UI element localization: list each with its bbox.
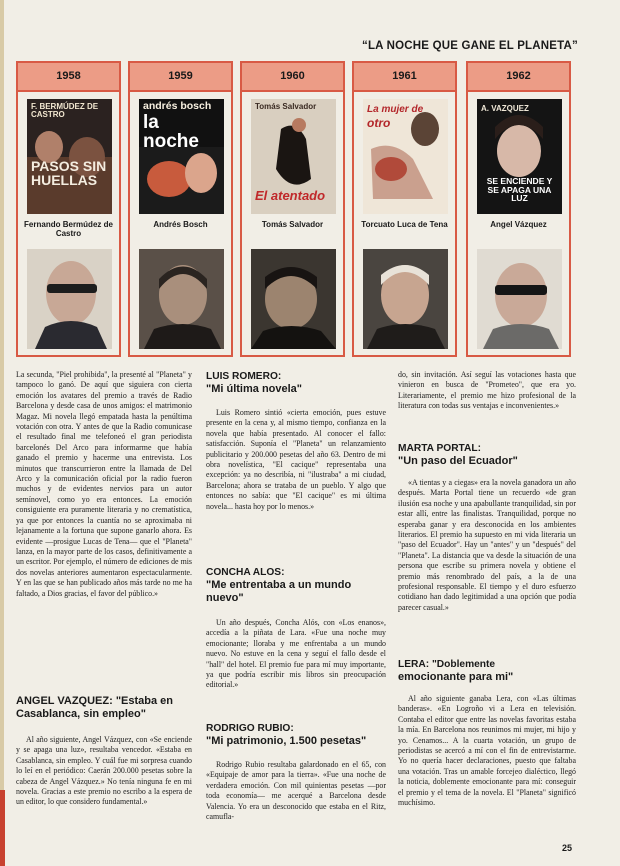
- section-heading: [206, 370, 386, 396]
- book-cover: [477, 99, 562, 214]
- section-subtitle: emocionante para mi": [398, 671, 514, 683]
- author-name: Fernando Bermúdez de Castro: [24, 220, 113, 239]
- cover-title: El atentado: [255, 188, 326, 203]
- body-paragraph: Un año después, Concha Alós, con «Los enanos», accedía a la piñata de Lara. «Fue una noche muy emocionante; lloraba y me enfrentaba a un mundo nuevo. No estuve en la cena y seguí el fallo desde el "hall" del hotel. El premio fue para mí muy importante, ya que podría escribir mis libros sin preocupación editorial.»: [206, 618, 386, 690]
- body-paragraph: Al año siguiente ganaba Lera, con «Las últimas banderas». «En Logroño vi a Lera en televisión. Contaba el editor que entre las novelas favoritas estaba la mía. En Barcelona nos reunimos mi mujer, mi hijo y yo. Cenamos... A la cuarta votación, un grupo de periodistas se acercó a mí con el fin de entrevistarme. Yo no quería hacer declaraciones, puesto que faltaba una votación. Tras un amable forcejeo dialéctico, llegó la noticia, doblemente emocionante para mí: conseguir el premio y el tema de la novela. El "Planeta" significó muchísimo.: [398, 694, 576, 808]
- year-column-1958: [16, 61, 121, 357]
- section-subtitle: "Mi patrimonio, 1.500 pesetas": [206, 735, 367, 747]
- section-subtitle: "Mi última novela": [206, 383, 303, 395]
- section-subtitle: "Me entrentaba a un mundo nuevo": [206, 579, 352, 604]
- book-cover: [251, 99, 336, 214]
- year-column-1960: [240, 61, 345, 357]
- author-portrait: [139, 249, 224, 349]
- author-portrait: [477, 249, 562, 349]
- section-heading: ANGEL VAZQUEZ: "Estaba en Casablanca, sin empleo": [16, 695, 173, 720]
- body-paragraph: do, sin invitación. Así seguí las votaciones hasta que vinieron en busca de "Prometeo", que era yo. Literariamente, el premio me hizo profesional de la literatura con todas sus ventajas e inconvenientes.»: [398, 370, 576, 411]
- cover-author: F. BERMÚDEZ DE CASTRO: [31, 102, 99, 120]
- cover-title: PASOS SIN HUELLAS: [31, 158, 107, 189]
- author-portrait: [251, 249, 336, 349]
- year-label: 1958: [18, 63, 119, 92]
- page-edge: [0, 0, 4, 866]
- year-label: 1959: [130, 63, 231, 92]
- section-name: LERA: "Doblemente: [398, 659, 496, 670]
- body-paragraph: Luis Romero sintió «cierta emoción, pues estuve presente en la cena y, al mismo tiempo, confianza en la novela que había presentado. Al conocer el fallo: satisfacción. Suponía el "Planeta" un relanzamiento publicitario y 200.000 pesetas del año 63. Dentro de mi obra novelística, "El cacique" representaba una excepción: ya no describía, ni "ilustraba" a mi ciudad, Barcelona; ahora se trataba de un pueblo. Y algo que entonces no sabía: que "El cacique" es mi última novela... hasta hoy por lo menos.»: [206, 408, 386, 511]
- body-paragraph: «A tientas y a ciegas» era la novela ganadora un año después. Marta Portal tiene un recuerdo «de gran ilusión esa noche y una apabullante tranquilidad, sin por estar allí, entre las finalistas. Tranquilidad, porque no esperaba ganar y era desconocida en los ambientes literarios. El premio ha supuesto en mi vida literaria un "paso del Ecuador". Hay un "antes" y un "después" del "Planeta". La distancia que va desde la situación de una persona que escribe su primera novela y obtiene el premio más renombrado del país, a la de una profesional responsable. El tiempo y el duro esfuerzo cotidiano han dado legitimidad a una opción que podía parecer casual.»: [398, 478, 576, 612]
- article-column-2c: [206, 760, 386, 856]
- cover-author: A. VAZQUEZ: [481, 104, 529, 113]
- cover-author: Tomás Salvador: [255, 102, 317, 111]
- section-name: CONCHA ALOS:: [206, 567, 285, 578]
- section-name: RODRIGO RUBIO:: [206, 723, 294, 734]
- author-portrait: [27, 249, 112, 349]
- year-column-1962: [466, 61, 571, 357]
- section-heading: [398, 658, 576, 684]
- article-column-1b: [16, 735, 192, 835]
- page-edge-accent: [0, 790, 5, 866]
- body-paragraph: Al año siguiente, Angel Vázquez, con «Se enciende y se apaga una luz», resultaba vencedor. «Estaba en Casablanca, sin empleo. Y cuál fue mi sorpresa cuando lo leí en el periódico: Caerán 200.000 pesetas sobre la cabeza de Angel Vázquez.» No tenía ninguna fe en mi novela. Gracias a este premio no escribo a la espera de un editor, lo que considero fundamental.»: [16, 735, 192, 807]
- section-name: MARTA PORTAL:: [398, 443, 481, 454]
- cover-author: La mujer de: [367, 104, 424, 115]
- article-column-2b: [206, 618, 386, 718]
- year-label: 1961: [354, 63, 455, 92]
- section-subtitle: "Un paso del Ecuador": [398, 455, 518, 467]
- body-paragraph: La secunda, "Piel prohibida", la presenté al "Planeta" y tampoco lo ganó. De aquí que siguiera con cierta emoción los avatares del premio a través de Radio Barcelona y desde casa de unos amigos: el matrimonio Magaz. Mi novela llegó empatada hasta la penúltima votación con otra. Y antes de que la Radio comunicase el resultado final me telefoneó el gran periodista barcelonés Del Arco para informarme que había ganado el premio y hacerme una entrevista. Los minutos que transcurrieron entre la llamada de Del Arco y la comunicación oficial por la radio fueron muchos y de evidentes nervios para un autor semínovel, como yo era entonces. La emoción consiguiente era puramente literaria y no crematística, ya que por entonces la cuantía no se aproximaba ni lejanamente a la fortuna que supone ganarlo ahora. Es evidente —prosigue Lucas de Tena— que el "Planeta" lanza, en la mayor parte de los casos, definitivamente a un escritor. Por ejemplo, el número de ediciones de mis dos novelas anteriores aumentaron espectacularmente. Y en las que se han publicado años más tarde no me ha faltado, a Dios gracias, el favor del público.»: [16, 370, 192, 598]
- article-column-3c: [398, 694, 576, 834]
- article-column-3b: [398, 478, 576, 654]
- year-column-1959: [128, 61, 233, 357]
- author-name: Angel Vázquez: [490, 220, 547, 229]
- body-paragraph: Rodrigo Rubio resultaba galardonado en el 65, con «Equipaje de amor para la tierra». «Fue una noche de verdadera emoción. Con mil quinientas pesetas —por toda economía— me acerqué a Barcelona desde Valencia. Yo era un desconocido que estaba en el Ritz, camufla-: [206, 760, 386, 822]
- year-column-1961: [352, 61, 457, 357]
- book-cover: [27, 99, 112, 214]
- article-column-2a: [206, 408, 386, 558]
- section-heading: [398, 442, 576, 468]
- author-portrait: [363, 249, 448, 349]
- author-name: Tomás Salvador: [261, 220, 324, 229]
- headline: “LA NOCHE QUE GANE EL PLANETA”: [362, 40, 578, 52]
- section-heading: [206, 566, 386, 605]
- article-column-1: [16, 370, 192, 690]
- year-label: 1962: [468, 63, 569, 92]
- page-number: 25: [562, 843, 573, 853]
- cover-title: otro: [367, 116, 391, 130]
- article-column-3a: [398, 370, 576, 432]
- year-label: 1960: [242, 63, 343, 92]
- author-name: Torcuato Luca de Tena: [361, 220, 448, 229]
- cover-title: SE ENCIENDE Y SE APAGA UNA LUZ: [486, 176, 553, 204]
- book-cover: [363, 99, 448, 214]
- cover-author: andrés bosch: [143, 100, 212, 112]
- section-name: LUIS ROMERO:: [206, 371, 282, 382]
- cover-title: la noche: [143, 112, 199, 153]
- section-heading: [206, 722, 386, 748]
- author-name: Andrés Bosch: [153, 220, 208, 229]
- book-cover: [139, 99, 224, 214]
